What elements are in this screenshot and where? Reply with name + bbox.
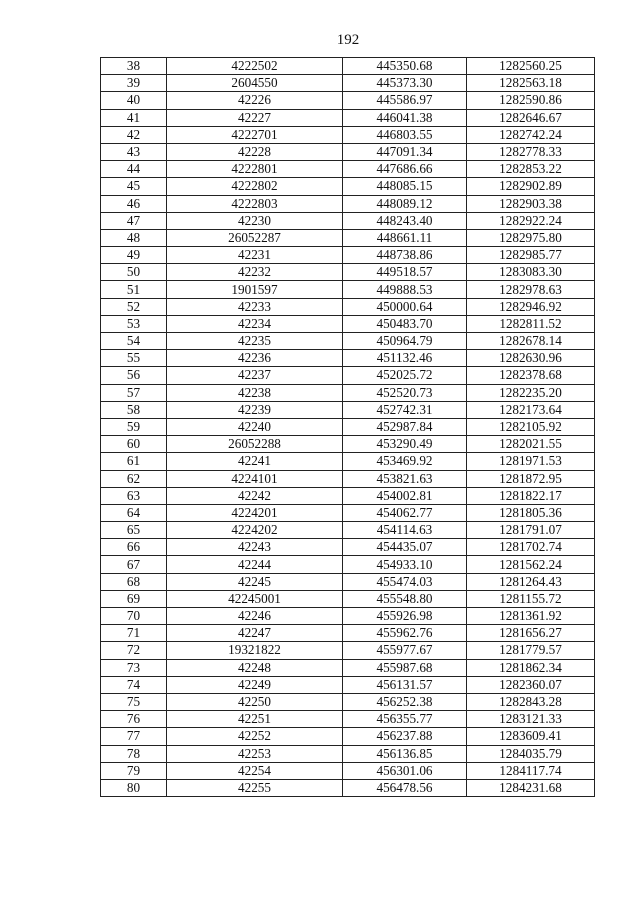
table-row	[101, 642, 595, 659]
row-number-cell: 47	[101, 212, 167, 229]
table-row	[101, 264, 595, 281]
y-coordinate-cell: 1281155.72	[467, 590, 595, 607]
point-id-cell: 42235	[167, 333, 343, 350]
table-row	[101, 143, 595, 160]
row-number-cell: 75	[101, 693, 167, 710]
x-coordinate-cell: 453290.49	[343, 436, 467, 453]
x-coordinate-cell: 453469.92	[343, 453, 467, 470]
table-row	[101, 659, 595, 676]
coordinate-table-body	[101, 58, 595, 797]
x-coordinate-cell: 453821.63	[343, 470, 467, 487]
row-number-cell: 76	[101, 711, 167, 728]
table-row	[101, 109, 595, 126]
point-id-cell: 42228	[167, 143, 343, 160]
point-id-cell: 42247	[167, 625, 343, 642]
x-coordinate-cell: 455962.76	[343, 625, 467, 642]
y-coordinate-cell: 1281656.27	[467, 625, 595, 642]
point-id-cell: 42252	[167, 728, 343, 745]
row-number-cell: 53	[101, 315, 167, 332]
point-id-cell: 42230	[167, 212, 343, 229]
point-id-cell: 42231	[167, 247, 343, 264]
point-id-cell: 42246	[167, 608, 343, 625]
y-coordinate-cell: 1282378.68	[467, 367, 595, 384]
y-coordinate-cell: 1283121.33	[467, 711, 595, 728]
table-row	[101, 212, 595, 229]
x-coordinate-cell: 454933.10	[343, 556, 467, 573]
y-coordinate-cell: 1281805.36	[467, 504, 595, 521]
table-row	[101, 728, 595, 745]
x-coordinate-cell: 446041.38	[343, 109, 467, 126]
point-id-cell: 42243	[167, 539, 343, 556]
row-number-cell: 41	[101, 109, 167, 126]
x-coordinate-cell: 454002.81	[343, 487, 467, 504]
x-coordinate-cell: 448738.86	[343, 247, 467, 264]
y-coordinate-cell: 1282173.64	[467, 401, 595, 418]
x-coordinate-cell: 456136.85	[343, 745, 467, 762]
row-number-cell: 39	[101, 75, 167, 92]
y-coordinate-cell: 1281862.34	[467, 659, 595, 676]
y-coordinate-cell: 1282922.24	[467, 212, 595, 229]
y-coordinate-cell: 1282563.18	[467, 75, 595, 92]
table-row	[101, 522, 595, 539]
y-coordinate-cell: 1281822.17	[467, 487, 595, 504]
row-number-cell: 70	[101, 608, 167, 625]
y-coordinate-cell: 1282778.33	[467, 143, 595, 160]
row-number-cell: 45	[101, 178, 167, 195]
point-id-cell: 42227	[167, 109, 343, 126]
row-number-cell: 55	[101, 350, 167, 367]
x-coordinate-cell: 456237.88	[343, 728, 467, 745]
table-row	[101, 281, 595, 298]
table-row	[101, 711, 595, 728]
y-coordinate-cell: 1282975.80	[467, 229, 595, 246]
x-coordinate-cell: 455474.03	[343, 573, 467, 590]
y-coordinate-cell: 1282978.63	[467, 281, 595, 298]
point-id-cell: 42245001	[167, 590, 343, 607]
table-row	[101, 126, 595, 143]
point-id-cell: 4222803	[167, 195, 343, 212]
y-coordinate-cell: 1281971.53	[467, 453, 595, 470]
y-coordinate-cell: 1282560.25	[467, 58, 595, 75]
row-number-cell: 61	[101, 453, 167, 470]
row-number-cell: 73	[101, 659, 167, 676]
page-number: 192	[336, 32, 360, 48]
x-coordinate-cell: 449888.53	[343, 281, 467, 298]
table-row	[101, 625, 595, 642]
row-number-cell: 62	[101, 470, 167, 487]
table-row	[101, 92, 595, 109]
row-number-cell: 46	[101, 195, 167, 212]
x-coordinate-cell: 448243.40	[343, 212, 467, 229]
coordinate-table	[100, 57, 595, 797]
y-coordinate-cell: 1281702.74	[467, 539, 595, 556]
point-id-cell: 4222502	[167, 58, 343, 75]
y-coordinate-cell: 1281872.95	[467, 470, 595, 487]
row-number-cell: 66	[101, 539, 167, 556]
point-id-cell: 42233	[167, 298, 343, 315]
x-coordinate-cell: 448089.12	[343, 195, 467, 212]
table-row	[101, 75, 595, 92]
point-id-cell: 4222802	[167, 178, 343, 195]
table-row	[101, 470, 595, 487]
table-row	[101, 504, 595, 521]
row-number-cell: 44	[101, 161, 167, 178]
table-row	[101, 401, 595, 418]
x-coordinate-cell: 456355.77	[343, 711, 467, 728]
row-number-cell: 38	[101, 58, 167, 75]
table-row	[101, 333, 595, 350]
table-row	[101, 298, 595, 315]
table-row	[101, 367, 595, 384]
y-coordinate-cell: 1282811.52	[467, 315, 595, 332]
y-coordinate-cell: 1282105.92	[467, 418, 595, 435]
y-coordinate-cell: 1282590.86	[467, 92, 595, 109]
x-coordinate-cell: 456478.56	[343, 779, 467, 796]
table-row	[101, 779, 595, 796]
row-number-cell: 67	[101, 556, 167, 573]
point-id-cell: 42238	[167, 384, 343, 401]
row-number-cell: 79	[101, 762, 167, 779]
row-number-cell: 78	[101, 745, 167, 762]
y-coordinate-cell: 1284035.79	[467, 745, 595, 762]
x-coordinate-cell: 455548.80	[343, 590, 467, 607]
table-row	[101, 676, 595, 693]
row-number-cell: 52	[101, 298, 167, 315]
table-row	[101, 608, 595, 625]
y-coordinate-cell: 1282021.55	[467, 436, 595, 453]
table-row	[101, 745, 595, 762]
point-id-cell: 26052287	[167, 229, 343, 246]
y-coordinate-cell: 1282360.07	[467, 676, 595, 693]
point-id-cell: 42251	[167, 711, 343, 728]
row-number-cell: 40	[101, 92, 167, 109]
row-number-cell: 60	[101, 436, 167, 453]
row-number-cell: 43	[101, 143, 167, 160]
row-number-cell: 80	[101, 779, 167, 796]
point-id-cell: 42232	[167, 264, 343, 281]
x-coordinate-cell: 455926.98	[343, 608, 467, 625]
y-coordinate-cell: 1282742.24	[467, 126, 595, 143]
row-number-cell: 58	[101, 401, 167, 418]
point-id-cell: 42244	[167, 556, 343, 573]
y-coordinate-cell: 1284117.74	[467, 762, 595, 779]
y-coordinate-cell: 1281264.43	[467, 573, 595, 590]
point-id-cell: 42240	[167, 418, 343, 435]
y-coordinate-cell: 1281791.07	[467, 522, 595, 539]
y-coordinate-cell: 1283083.30	[467, 264, 595, 281]
table-row	[101, 436, 595, 453]
row-number-cell: 69	[101, 590, 167, 607]
point-id-cell: 4224201	[167, 504, 343, 521]
point-id-cell: 2604550	[167, 75, 343, 92]
row-number-cell: 68	[101, 573, 167, 590]
row-number-cell: 74	[101, 676, 167, 693]
x-coordinate-cell: 448085.15	[343, 178, 467, 195]
point-id-cell: 42254	[167, 762, 343, 779]
row-number-cell: 72	[101, 642, 167, 659]
row-number-cell: 48	[101, 229, 167, 246]
y-coordinate-cell: 1281779.57	[467, 642, 595, 659]
point-id-cell: 26052288	[167, 436, 343, 453]
y-coordinate-cell: 1281562.24	[467, 556, 595, 573]
row-number-cell: 56	[101, 367, 167, 384]
x-coordinate-cell: 452987.84	[343, 418, 467, 435]
point-id-cell: 4224101	[167, 470, 343, 487]
y-coordinate-cell: 1282235.20	[467, 384, 595, 401]
x-coordinate-cell: 449518.57	[343, 264, 467, 281]
point-id-cell: 42237	[167, 367, 343, 384]
x-coordinate-cell: 445350.68	[343, 58, 467, 75]
point-id-cell: 42239	[167, 401, 343, 418]
row-number-cell: 65	[101, 522, 167, 539]
point-id-cell: 4222801	[167, 161, 343, 178]
table-row	[101, 539, 595, 556]
point-id-cell: 42248	[167, 659, 343, 676]
x-coordinate-cell: 456301.06	[343, 762, 467, 779]
x-coordinate-cell: 445373.30	[343, 75, 467, 92]
point-id-cell: 4222701	[167, 126, 343, 143]
point-id-cell: 1901597	[167, 281, 343, 298]
table-row	[101, 229, 595, 246]
row-number-cell: 77	[101, 728, 167, 745]
x-coordinate-cell: 455987.68	[343, 659, 467, 676]
y-coordinate-cell: 1282630.96	[467, 350, 595, 367]
row-number-cell: 54	[101, 333, 167, 350]
table-row	[101, 161, 595, 178]
row-number-cell: 57	[101, 384, 167, 401]
point-id-cell: 42250	[167, 693, 343, 710]
x-coordinate-cell: 452742.31	[343, 401, 467, 418]
table-row	[101, 384, 595, 401]
point-id-cell: 42249	[167, 676, 343, 693]
point-id-cell: 4224202	[167, 522, 343, 539]
x-coordinate-cell: 451132.46	[343, 350, 467, 367]
x-coordinate-cell: 456131.57	[343, 676, 467, 693]
y-coordinate-cell: 1282678.14	[467, 333, 595, 350]
table-row	[101, 315, 595, 332]
point-id-cell: 42241	[167, 453, 343, 470]
table-row	[101, 247, 595, 264]
row-number-cell: 42	[101, 126, 167, 143]
y-coordinate-cell: 1284231.68	[467, 779, 595, 796]
x-coordinate-cell: 455977.67	[343, 642, 467, 659]
row-number-cell: 63	[101, 487, 167, 504]
x-coordinate-cell: 450483.70	[343, 315, 467, 332]
y-coordinate-cell: 1282903.38	[467, 195, 595, 212]
row-number-cell: 51	[101, 281, 167, 298]
table-row	[101, 573, 595, 590]
row-number-cell: 50	[101, 264, 167, 281]
x-coordinate-cell: 447686.66	[343, 161, 467, 178]
x-coordinate-cell: 452520.73	[343, 384, 467, 401]
table-row	[101, 453, 595, 470]
table-row	[101, 762, 595, 779]
y-coordinate-cell: 1282853.22	[467, 161, 595, 178]
x-coordinate-cell: 446803.55	[343, 126, 467, 143]
x-coordinate-cell: 445586.97	[343, 92, 467, 109]
table-row	[101, 590, 595, 607]
y-coordinate-cell: 1282843.28	[467, 693, 595, 710]
y-coordinate-cell: 1282946.92	[467, 298, 595, 315]
table-row	[101, 693, 595, 710]
table-row	[101, 350, 595, 367]
x-coordinate-cell: 454435.07	[343, 539, 467, 556]
row-number-cell: 59	[101, 418, 167, 435]
point-id-cell: 42226	[167, 92, 343, 109]
y-coordinate-cell: 1283609.41	[467, 728, 595, 745]
point-id-cell: 42253	[167, 745, 343, 762]
x-coordinate-cell: 454114.63	[343, 522, 467, 539]
point-id-cell: 19321822	[167, 642, 343, 659]
table-row	[101, 556, 595, 573]
x-coordinate-cell: 448661.11	[343, 229, 467, 246]
x-coordinate-cell: 456252.38	[343, 693, 467, 710]
x-coordinate-cell: 450964.79	[343, 333, 467, 350]
y-coordinate-cell: 1282902.89	[467, 178, 595, 195]
point-id-cell: 42255	[167, 779, 343, 796]
point-id-cell: 42245	[167, 573, 343, 590]
y-coordinate-cell: 1282646.67	[467, 109, 595, 126]
x-coordinate-cell: 454062.77	[343, 504, 467, 521]
row-number-cell: 64	[101, 504, 167, 521]
table-row	[101, 487, 595, 504]
x-coordinate-cell: 447091.34	[343, 143, 467, 160]
table-row	[101, 58, 595, 75]
y-coordinate-cell: 1282985.77	[467, 247, 595, 264]
point-id-cell: 42242	[167, 487, 343, 504]
table-row	[101, 418, 595, 435]
point-id-cell: 42236	[167, 350, 343, 367]
x-coordinate-cell: 450000.64	[343, 298, 467, 315]
row-number-cell: 49	[101, 247, 167, 264]
table-row	[101, 178, 595, 195]
point-id-cell: 42234	[167, 315, 343, 332]
row-number-cell: 71	[101, 625, 167, 642]
y-coordinate-cell: 1281361.92	[467, 608, 595, 625]
table-row	[101, 195, 595, 212]
x-coordinate-cell: 452025.72	[343, 367, 467, 384]
